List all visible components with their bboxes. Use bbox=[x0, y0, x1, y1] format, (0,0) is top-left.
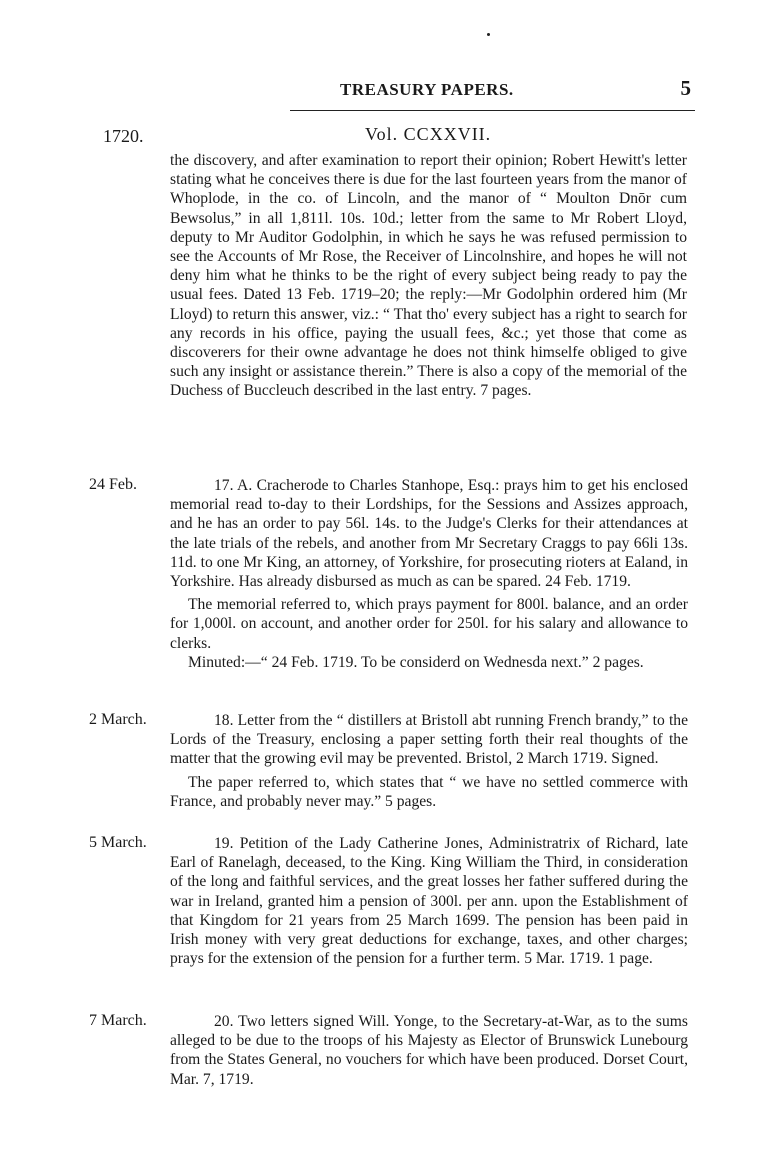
margin-year: 1720. bbox=[103, 126, 144, 146]
entry-body bbox=[170, 1012, 688, 1089]
continued-entry bbox=[170, 151, 687, 401]
ink-mark bbox=[487, 33, 490, 36]
entry-paragraph: The paper referred to, which states that “ we have no settled commerce with France, and probably never may.” 5 pages. bbox=[170, 773, 688, 810]
entry-date: 7 March. bbox=[89, 1012, 147, 1029]
entry-paragraph: 20. Two letters signed Will. Yonge, to the Secretary-at-War, as to the sums alleged to be due to the troops of his Majesty as Elector of Brunswick Lunebourg from the States General, no vouchers for which have been produced. Dorset Court, Mar. 7, 1719. bbox=[170, 1013, 688, 1088]
entry-paragraph: 17. A. Cracherode to Charles Stanhope, Esq.: prays him to get his enclosed memorial read to-day to their Lordships, for the Sessions and Assizes approach, and he has an order to pay 56l. 14s. to the Judge's Clerks for their attendances at the late trials of the rebels, and another from Mr Secretary Craggs to pay 66li 13s. 11d. to one Mr King, an attorney, of Yorkshire, for prosecuting rioters at Ealand, in Yorkshire. Has already disbursed as much as can be spared. 24 Feb. 1719. bbox=[170, 477, 688, 591]
entry-date: 5 March. bbox=[89, 834, 147, 851]
entry-paragraph: 19. Petition of the Lady Catherine Jones, Administratrix of Richard, late Earl of Ranelagh, deceased, to the King. King William the Third, in consideration of the long and faithful services, and the great losses her father suffered during the war in Ireland, granted him a pension of 300l. per ann. upon the Establishment of that Kingdom for 21 years from 25 March 1699. The pension has been paid in Irish money with very great deductions for exchange, taxes, and other charges; prays for the extension of the pension for a further term. 5 Mar. 1719. 1 page. bbox=[170, 835, 688, 968]
running-title: TREASURY PAPERS. bbox=[340, 80, 514, 99]
entry-paragraph: The memorial referred to, which prays payment for 800l. balance, and an order for 1,000l. on account, and another order for 250l. for his salary and allowance to clerks. bbox=[170, 596, 688, 652]
continued-entry-text: the discovery, and after examination to report their opinion; Robert Hewitt's letter stating what he conceives there is due for the last fourteen years from the manor of Whoplode, in the co. of Lincoln, and the manor of “ Moulton Dnōr cum Bewsolus,” in all 1,811l. 10s. 10d.; letter from the same to Mr Robert Lloyd, deputy to Mr Auditor Godolphin, in which he says he was refused permission to see the Accounts of Mr Rose, the Receiver of Lincolnshire, and hopes he will not deny him what he thinks to be the right of every subject being ready to pay the usual fees. Dated 13 Feb. 1719–20; the reply:—Mr Godolphin ordered him (Mr Lloyd) to return this answer, viz.: “ That tho' every subject has a right to search for any records in his office, paying the usuall fees, &c.; yet those that come as discoverers for their owne advantage he does not think himselfe obliged to give such any insight or assistance therein.” There is also a copy of the memorial of the Duchess of Buccleuch described in the last entry. 7 pages. bbox=[170, 152, 687, 400]
entry-date: 24 Feb. bbox=[89, 476, 137, 493]
entry-body bbox=[170, 711, 688, 811]
page-number: 5 bbox=[680, 76, 691, 100]
entry-paragraph: Minuted:—“ 24 Feb. 1719. To be considerd on Wednesda next.” 2 pages. bbox=[188, 653, 644, 671]
entry-date: 2 March. bbox=[89, 711, 147, 728]
entry-body bbox=[170, 476, 688, 672]
entry-paragraph: 18. Letter from the “ distillers at Bristoll abt running French brandy,” to the Lords of the Treasury, enclosing a paper setting forth their real thoughts of the matter that the growing evil may be prevented. Bristol, 2 March 1719. Signed. bbox=[170, 712, 688, 768]
entry-body bbox=[170, 834, 688, 968]
page-header bbox=[290, 78, 695, 111]
volume-heading: Vol. CCXXVII. bbox=[365, 124, 492, 144]
